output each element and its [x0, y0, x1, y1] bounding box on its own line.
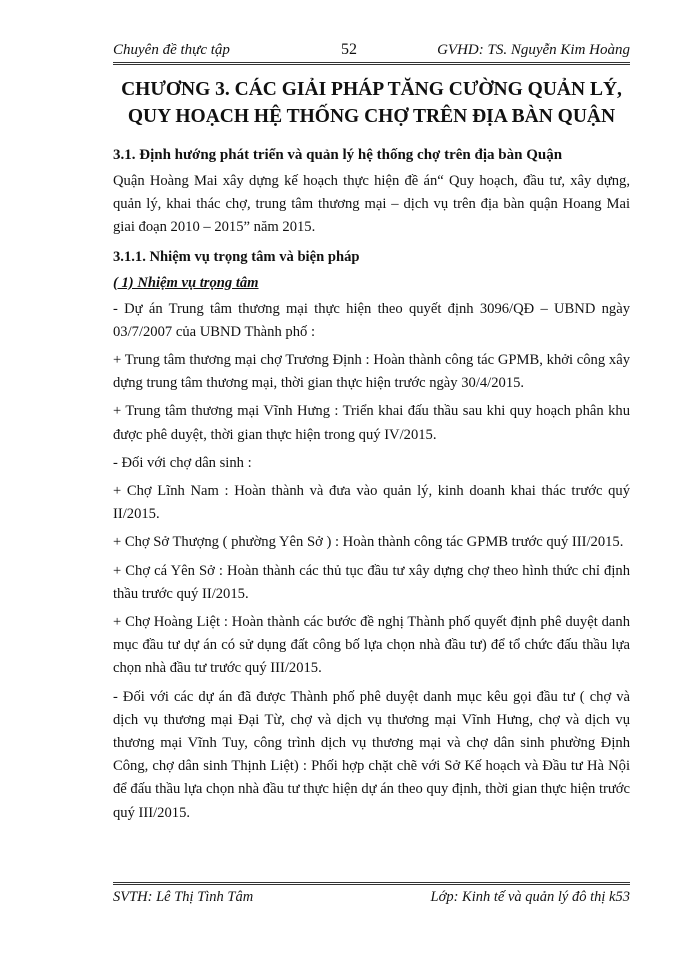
paragraph: - Đối với các dự án đã được Thành phố phê duyệt danh mục kêu gọi đầu tư ( chợ và dịch vụ thương mại Đại Từ, chợ và dịch vụ thương mại Vĩnh Hưng, chợ và dịch vụ thương mại Vĩnh Tuy, công trình dịch vụ thương mại và chợ dân sinh phường Định Công, chợ dân sinh Thịnh Liệt) : Phối hợp chặt chẽ với Sở Kế hoạch và Đầu tư Hà Nội để đấu thầu lựa chọn nhà đầu tư thực hiện dự án theo quy định, thời gian thực hiện trước quý III/2015. — [113, 688, 630, 821]
footer-student: SVTH: Lê Thị Tình Tâm — [113, 889, 254, 905]
paragraph: - Đối với chợ dân sinh : — [113, 454, 252, 471]
section-heading: 3.1. Định hướng phát triển và quản lý hệ thống chợ trên địa bàn Quận — [113, 147, 563, 163]
page-number: 52 — [341, 41, 357, 58]
paragraph: + Trung tâm thương mại chợ Trương Định : Hoàn thành công tác GPMB, khởi công xây dựng trung tâm thương mại, thời gian thực hiện trước ngày 30/4/2015. — [113, 352, 630, 392]
chapter-title-line-2: QUY HOẠCH HỆ THỐNG CHỢ TRÊN ĐỊA BÀN QUẬN — [127, 106, 616, 127]
paragraph: + Trung tâm thương mại Vĩnh Hưng : Triển khai đấu thầu sau khi quy hoạch phân khu được phê duyệt, thời gian thực hiện trong quý IV/2015. — [113, 403, 630, 443]
paragraph: + Chợ Lĩnh Nam : Hoàn thành và đưa vào quản lý, kinh doanh khai thác trước quý II/2015. — [113, 483, 630, 523]
page-footer — [113, 886, 630, 908]
item-heading: ( 1) Nhiệm vụ trọng tâm — [113, 274, 259, 291]
chapter-title — [113, 76, 630, 130]
chapter-title-line-1: CHƯƠNG 3. CÁC GIẢI PHÁP TĂNG CƯỜNG QUẢN LÝ, — [121, 79, 622, 100]
footer-class: Lớp: Kinh tế và quản lý đô thị k53 — [430, 889, 630, 905]
header-rule — [113, 62, 630, 65]
paragraph: + Chợ Sở Thượng ( phường Yên Sở ) : Hoàn thành công tác GPMB trước quý III/2015. — [113, 534, 624, 551]
paragraph: + Chợ Hoàng Liệt : Hoàn thành các bước đề nghị Thành phố quyết định phê duyệt danh mục đầu tư dự án có sử dụng đất công bố lựa chọn nhà đầu tư) để tổ chức đấu thầu lựa chọn nhà đầu tư trước quý III/2015. — [113, 614, 630, 677]
header-document-type: Chuyên đề thực tập — [113, 42, 230, 58]
page-body — [113, 76, 630, 830]
paragraph: + Chợ cá Yên Sở : Hoàn thành các thủ tục đầu tư xây dựng chợ theo hình thức chỉ định thầu trước quý II/2015. — [113, 562, 630, 602]
header-supervisor: GVHD: TS. Nguyễn Kim Hoàng — [437, 42, 630, 58]
footer-rule — [113, 882, 630, 885]
page-header — [113, 38, 630, 62]
subsection-heading: 3.1.1. Nhiệm vụ trọng tâm và biện pháp — [113, 248, 360, 265]
paragraph: - Dự án Trung tâm thương mại thực hiện theo quyết định 3096/QĐ – UBND ngày 03/7/2007 của UBND Thành phố : — [113, 300, 630, 340]
section-intro-paragraph: Quận Hoàng Mai xây dựng kế hoạch thực hiện đề án“ Quy hoạch, đầu tư, xây dựng, quản lý, khai thác chợ, trung tâm thương mại – dịch vụ trên địa bàn quận Hoang Mai giai đoạn 2010 – 2015” năm 2015. — [113, 173, 630, 236]
